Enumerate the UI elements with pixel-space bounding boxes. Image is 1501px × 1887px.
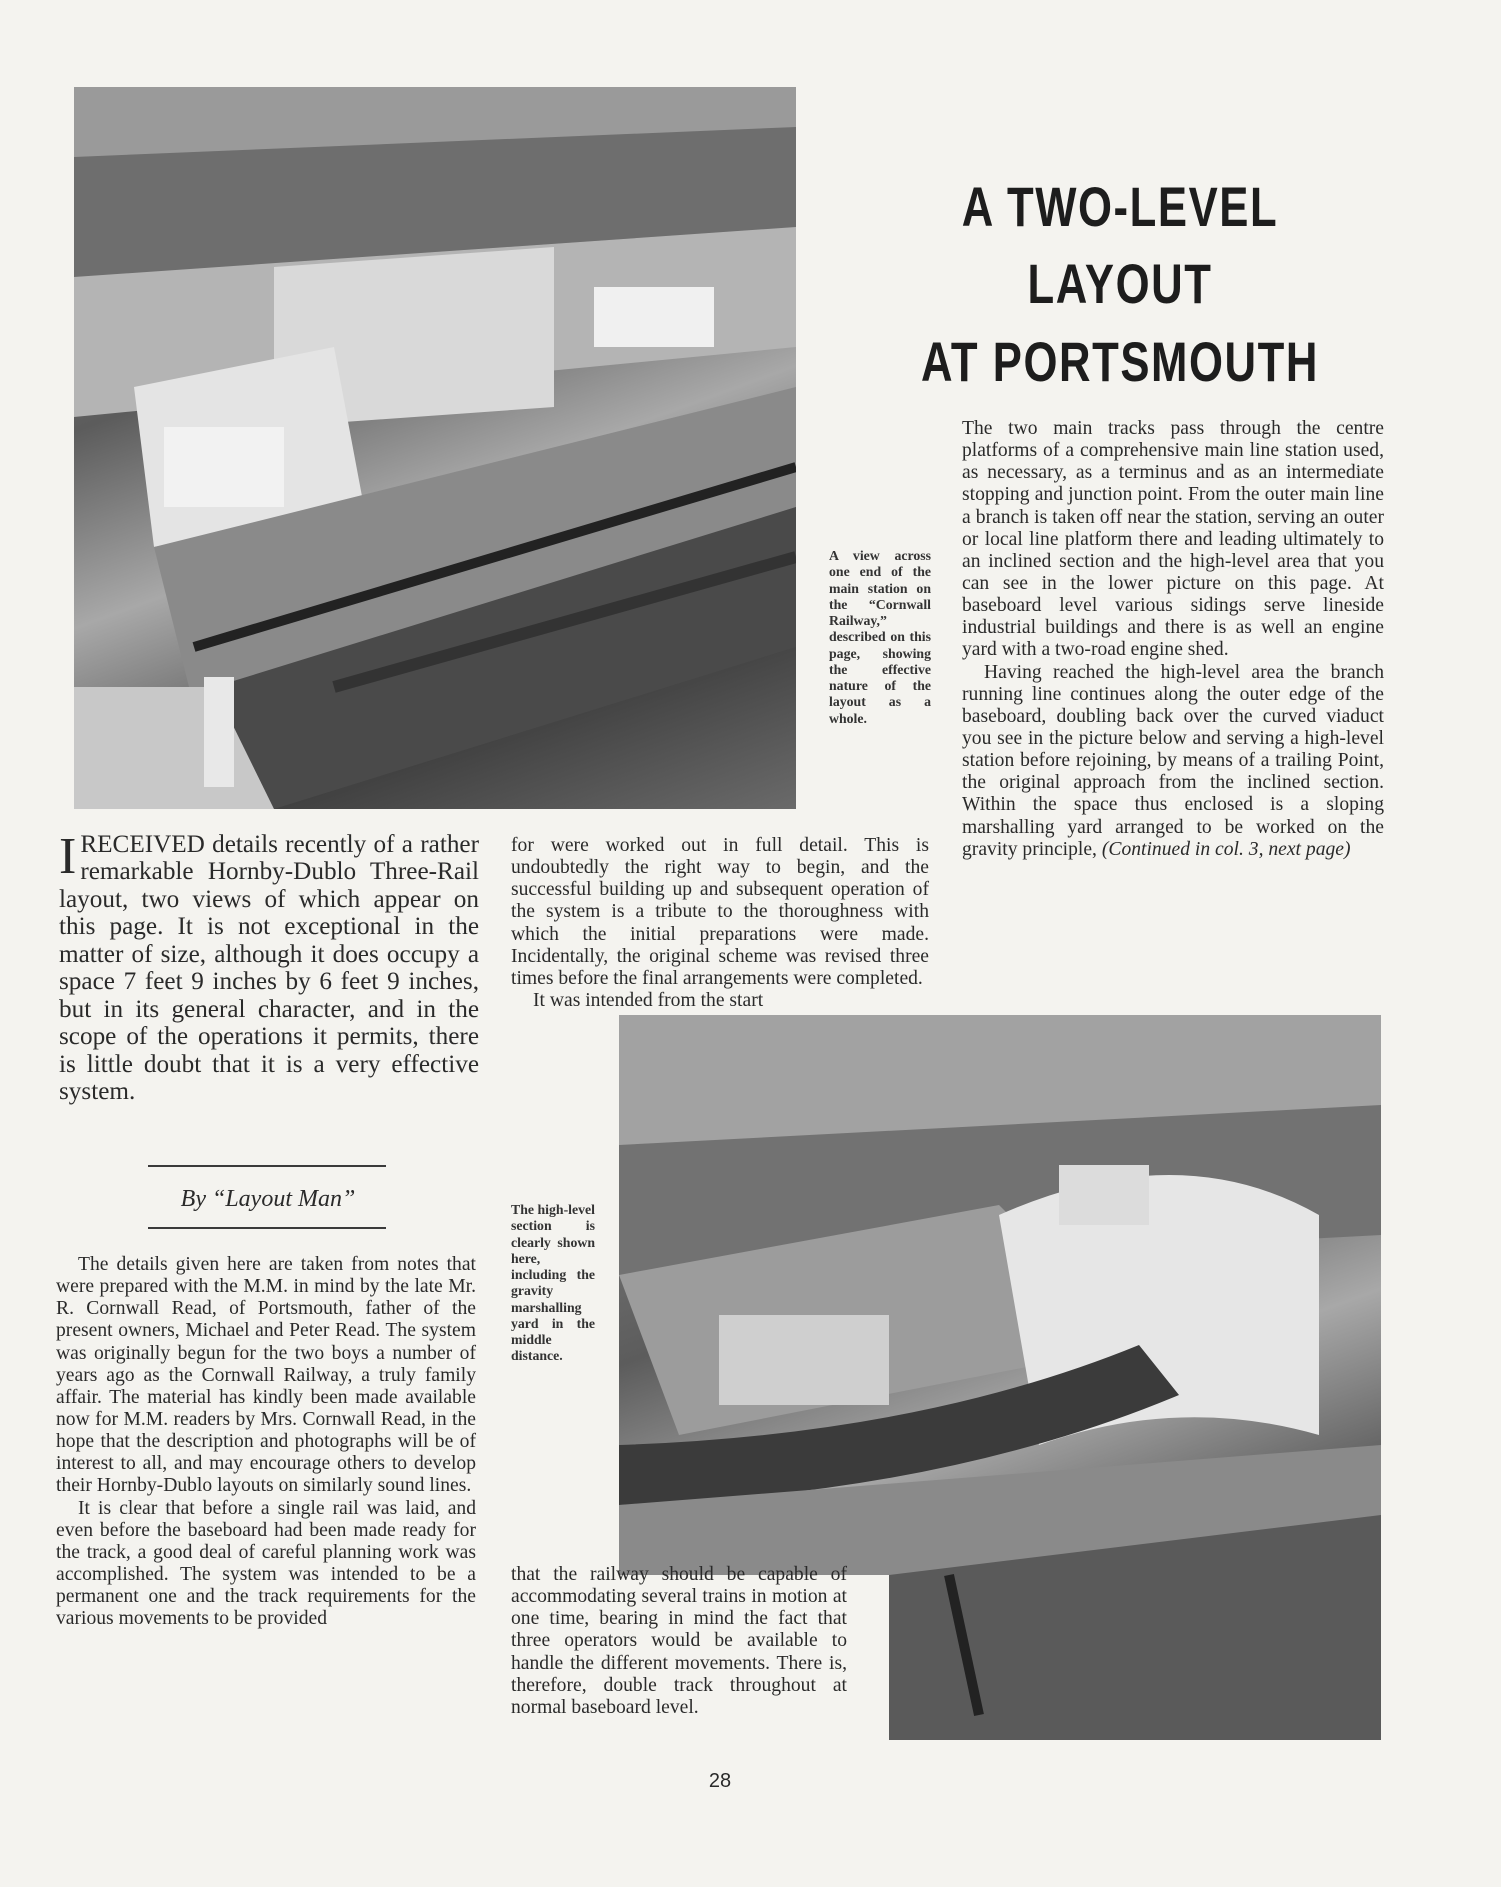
headline bbox=[800, 168, 1440, 400]
photo-top-caption: A view across one end of the main station on the “Cornwall Railway,” described on this page, showing the effective nature of the layout as a whole. bbox=[829, 548, 931, 726]
column-middle-bottom-text bbox=[511, 1564, 847, 1719]
column-right-text bbox=[962, 418, 1384, 861]
col3-paragraph-2 bbox=[962, 662, 1384, 861]
drop-cap: I bbox=[59, 828, 77, 885]
photo-top-station-view bbox=[74, 87, 796, 809]
intro-paragraph bbox=[59, 828, 479, 1106]
continued-note: (Continued in col. 3, next page) bbox=[1101, 838, 1351, 860]
intro-text: RECEIVED details recently of a rather remarkable Hornby-Dublo Three-Rail layout, two views of which appear on this page. It is not exceptional in the matter of size, although it does occupy a space 7 feet 9 inches by 6 feet 9 inches, but in its general character, and in the scope of the operations it permits, there is little doubt that it is a very effective system. bbox=[59, 831, 479, 1106]
headline-text bbox=[870, 168, 1369, 400]
col3-paragraph-2-text: Having reached the high-level area the branch running line continues along the outer edge of the baseboard, doubling back over the curved viaduct you see in the picture below and serving a high-level station before rejoining, by means of a trailing Point, the original approach from the inclined section. Within the space thus enclosed is a sloping marshalling yard arranged to be worked on the gravity principle, bbox=[962, 661, 1384, 860]
photo-top-illustration bbox=[74, 87, 796, 809]
byline: By “Layout Man” bbox=[180, 1186, 356, 1212]
col1-paragraph-2: It is clear that before a single rail was laid, and even before the baseboard had been made ready for the track, a good deal of careful planning work was accomplished. The system was intended to be a permanent one and the track requirements for the various movements to be provided bbox=[56, 1497, 476, 1630]
col1-paragraph-1: The details given here are taken from notes that were prepared with the M.M. in mind by the late Mr. R. Cornwall Read, of Portsmouth, father of the present owners, Michael and Peter Read. The system was originally begun for the two boys a number of years ago as the Cornwall Railway, a truly family affair. The material has kindly been made available now for M.M. readers by Mrs. Cornwall Read, in the hope that the description and photographs will be of interest to all, and may encourage others to develop their Hornby-Dublo layouts on similarly sound lines. bbox=[56, 1254, 476, 1497]
col3-paragraph-1: The two main tracks pass through the centre platforms of a comprehensive main line station used, as necessary, as a terminus and as an intermediate stopping and junction point. From the outer main line a branch is taken off near the station, serving an outer or local line platform there and leading ultimately to an inclined section and the high-level area that you can see in the lower picture on this page. At baseboard level various sidings serve lineside industrial buildings and there is as well an engine yard with a two-road engine shed. bbox=[962, 418, 1384, 661]
photo-bottom-caption: The high-level section is clearly shown here, including the gravity marshalling yard in the middle distance. bbox=[511, 1202, 595, 1364]
col2-bottom-paragraph-1: that the railway should be capable of accommodating several trains in motion at one time, bearing in mind the fact that three operators would be available to handle the different movements. There is, therefore, double track throughout at normal baseboard level. bbox=[511, 1564, 847, 1718]
byline-rule-bottom bbox=[148, 1227, 386, 1229]
col2-paragraph-2: It was intended from the start bbox=[533, 989, 764, 1011]
col2-paragraph-1: for were worked out in full detail. This is undoubtedly the right way to begin, and the successful building up and subsequent operation of the system is a tribute to the thoroughness with which the initial preparations were made. Incidentally, the original scheme was revised three times before the final arrangements were completed. bbox=[511, 835, 929, 989]
page-number: 28 bbox=[708, 1770, 732, 1792]
headline-line-1: A TWO-LEVEL LAYOUT bbox=[961, 175, 1279, 316]
headline-line-2: AT PORTSMOUTH bbox=[920, 329, 1319, 393]
byline-rule-top bbox=[148, 1165, 386, 1167]
column-middle-top-text bbox=[511, 835, 929, 1012]
column-left-text bbox=[56, 1254, 476, 1630]
